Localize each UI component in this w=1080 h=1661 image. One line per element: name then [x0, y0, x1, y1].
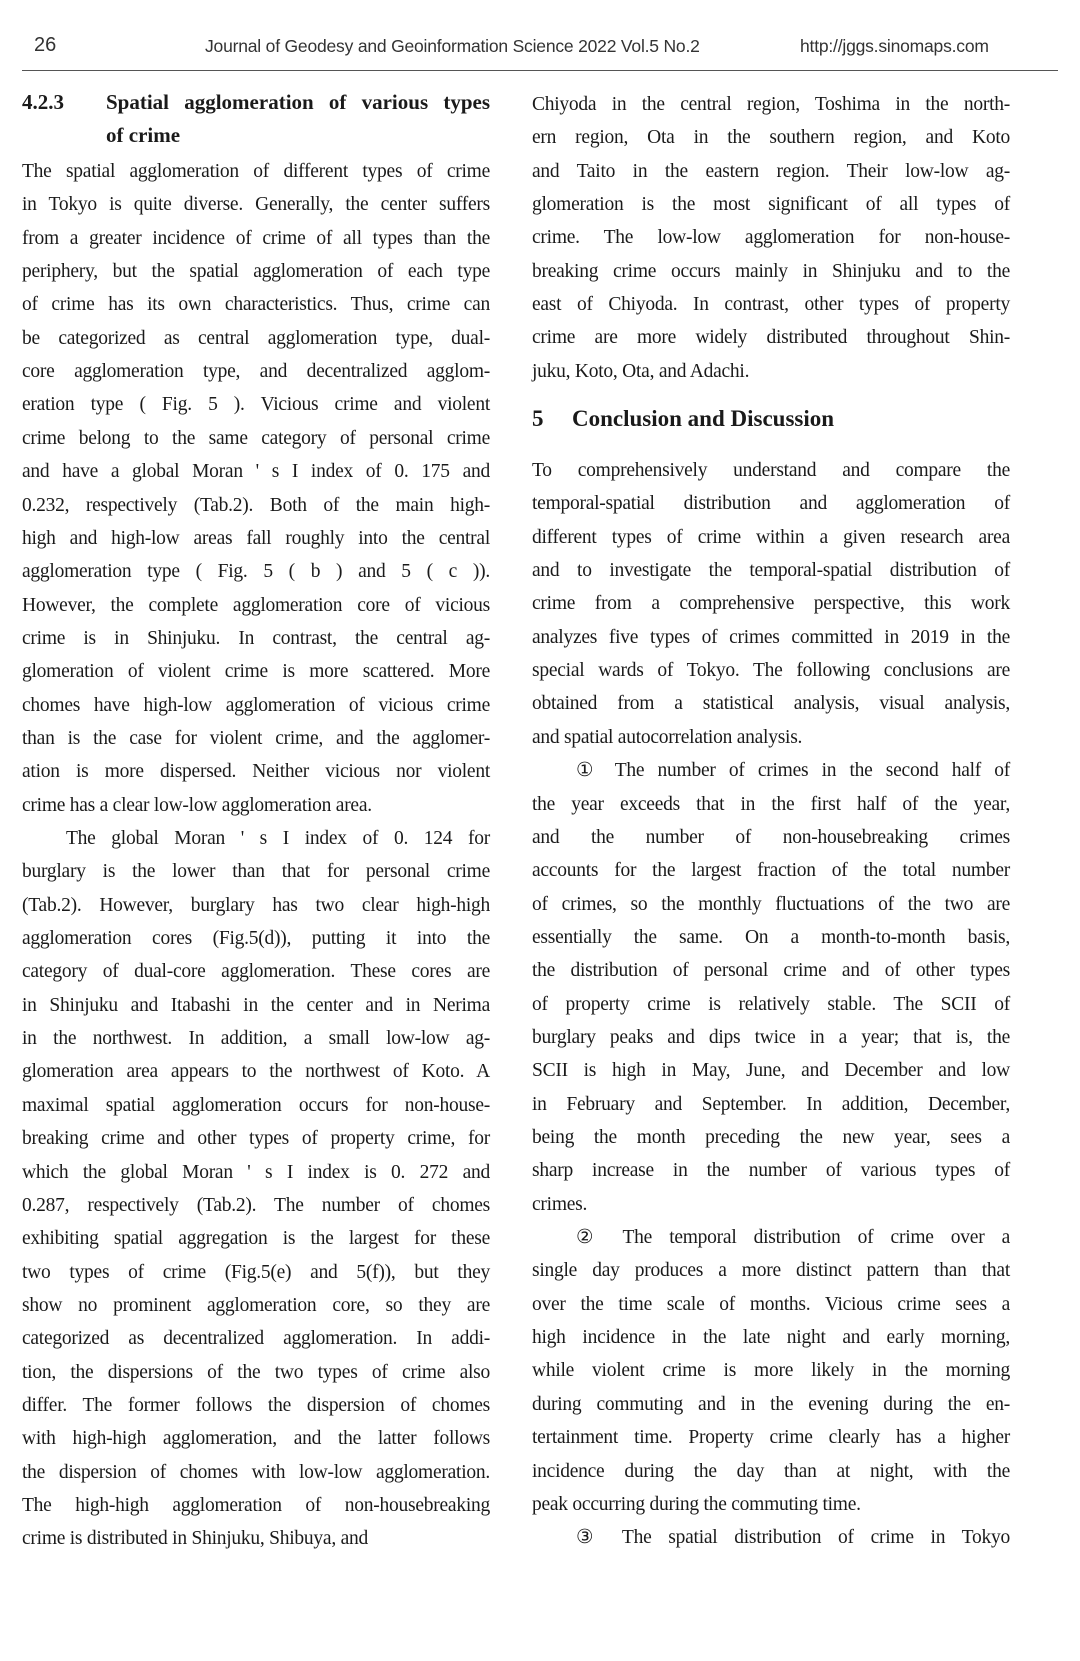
text-line: different types of crime within a given research area: [532, 526, 1010, 548]
text-line: categorized as decentralized agglomeration. In addi-: [22, 1328, 490, 1350]
text-line: in February and September. In addition, December,: [532, 1093, 1010, 1115]
text-line: core agglomeration type, and decentralized agglom-: [22, 361, 490, 383]
text-line: during commuting and in the evening during the en-: [532, 1393, 1010, 1415]
text-line: ② The temporal distribution of crime over a: [576, 1227, 1010, 1249]
journal-title: Journal of Geodesy and Geoinformation Science 2022 Vol.5 No.2: [205, 36, 700, 56]
text-line: from a greater incidence of crime of all types than the: [22, 227, 490, 249]
text-line: crime is distributed in Shinjuku, Shibuya, and: [22, 1528, 368, 1550]
text-line: crime from a comprehensive perspective, this work: [532, 593, 1010, 615]
text-line: temporal-spatial distribution and agglomeration of: [532, 493, 1010, 515]
text-line: special wards of Tokyo. The following conclusions are: [532, 660, 1010, 682]
text-line: and to investigate the temporal-spatial distribution of: [532, 560, 1010, 582]
text-line: The high-high agglomeration of non-housebreaking: [22, 1495, 490, 1516]
text-line: crime belong to the same category of personal crime: [22, 427, 490, 449]
text-line: burglary peaks and dips twice in a year; that is, the: [532, 1026, 1010, 1048]
text-line: agglomeration type ( Fig. 5 ( b ) and 5 ( c )).: [22, 561, 490, 583]
page-number: 26: [34, 34, 57, 56]
text-line: burglary is the lower than that for personal crime: [22, 861, 490, 883]
section-5-title: Conclusion and Discussion: [572, 406, 835, 431]
text-line: high incidence in the late night and early morning,: [532, 1327, 1010, 1349]
text-line: over the time scale of months. Vicious crime sees a: [532, 1293, 1010, 1315]
text-line: ern region, Ota in the southern region, and Koto: [532, 127, 1010, 149]
text-line: (Tab.2). However, burglary has two clear high-high: [22, 894, 490, 916]
text-line: The global Moran ' s I index of 0. 124 for: [66, 828, 490, 849]
text-line: To comprehensively understand and compare the: [532, 460, 1010, 481]
text-line: chomes have high-low agglomeration of vicious crime: [22, 694, 490, 716]
text-line: Chiyoda in the central region, Toshima in the north-: [532, 94, 1010, 115]
header-rule: [22, 70, 1058, 71]
text-line: be categorized as central agglomeration type, dual-: [22, 327, 490, 349]
text-line: east of Chiyoda. In contrast, other types of property: [532, 294, 1010, 316]
text-line: The spatial agglomeration of different types of crime: [22, 161, 490, 182]
text-line: exhibiting spatial aggregation is the largest for these: [22, 1228, 490, 1250]
section-title-line1: Spatial agglomeration of various types: [106, 90, 490, 114]
text-line: of property crime is relatively stable. The SCII of: [532, 993, 1010, 1015]
text-line: and have a global Moran ' s I index of 0. 175 and: [22, 461, 490, 483]
text-line: show no prominent agglomeration core, so they are: [22, 1294, 490, 1316]
text-line: breaking crime and other types of property crime, for: [22, 1128, 490, 1150]
text-line: of crime has its own characteristics. Thus, crime can: [22, 294, 490, 316]
text-line: in Shinjuku and Itabashi in the center and in Nerima: [22, 994, 490, 1016]
text-line: ① The number of crimes in the second half of: [576, 760, 1010, 782]
text-line: agglomeration cores (Fig.5(d)), putting it into the: [22, 928, 490, 950]
text-line: and spatial autocorrelation analysis.: [532, 726, 803, 748]
text-line: 0.287, respectively (Tab.2). The number of chomes: [22, 1194, 490, 1216]
text-line: glomeration area appears to the northwest of Koto. A: [22, 1061, 490, 1083]
text-line: 0.232, respectively (Tab.2). Both of the main high-: [22, 494, 490, 516]
text-line: in the northwest. In addition, a small low-low ag-: [22, 1028, 490, 1050]
text-line: eration type ( Fig. 5 ). Vicious crime and violent: [22, 394, 490, 416]
text-line: juku, Koto, Ota, and Adachi.: [532, 360, 750, 382]
text-line: the dispersion of chomes with low-low agglomeration.: [22, 1461, 490, 1483]
text-line: category of dual-core agglomeration. These cores are: [22, 961, 490, 983]
running-header: [0, 0, 1080, 72]
text-line: accounts for the largest fraction of the total number: [532, 860, 1010, 882]
text-line: high and high-low areas fall roughly into the central: [22, 527, 490, 549]
text-line: and the number of non-housebreaking crimes: [532, 826, 1010, 848]
text-line: and Taito in the eastern region. Their low-low ag-: [532, 160, 1010, 182]
text-line: sharp increase in the number of various types of: [532, 1160, 1010, 1182]
text-line: of crimes, so the monthly fluctuations of the two are: [532, 893, 1010, 915]
text-line: incidence during the day than at night, with the: [532, 1460, 1010, 1482]
text-line: obtained from a statistical analysis, visual analysis,: [532, 693, 1010, 715]
text-line: crime is in Shinjuku. In contrast, the central ag-: [22, 627, 490, 649]
text-line: ation is more dispersed. Neither vicious nor violent: [22, 761, 490, 783]
section-title-line2: of crime: [106, 123, 181, 147]
text-line: crimes.: [532, 1193, 588, 1215]
text-line: than is the case for violent crime, and the agglomer-: [22, 727, 490, 749]
text-line: glomeration is the most significant of all types of: [532, 194, 1010, 216]
journal-url: http://jggs.sinomaps.com: [800, 36, 989, 56]
text-line: single day produces a more distinct pattern than that: [532, 1260, 1010, 1282]
text-line: which the global Moran ' s I index is 0. 272 and: [22, 1161, 490, 1183]
text-line: crime has a clear low-low agglomeration area.: [22, 794, 372, 816]
section-5-number: 5: [532, 406, 544, 431]
text-line: while violent crime is more likely in the morning: [532, 1360, 1010, 1382]
text-line: crime are more widely distributed throughout Shin-: [532, 327, 1010, 349]
text-line: differ. The former follows the dispersion of chomes: [22, 1394, 490, 1416]
text-line: However, the complete agglomeration core of vicious: [22, 594, 490, 616]
text-line: SCII is high in May, June, and December and low: [532, 1060, 1010, 1082]
text-line: analyzes five types of crimes committed in 2019 in the: [532, 626, 1010, 648]
text-line: the year exceeds that in the first half of the year,: [532, 793, 1010, 815]
text-line: maximal spatial agglomeration occurs for non-house-: [22, 1094, 490, 1116]
text-line: two types of crime (Fig.5(e) and 5(f)), but they: [22, 1261, 490, 1283]
text-line: being the month preceding the new year, sees a: [532, 1127, 1010, 1148]
text-line: periphery, but the spatial agglomeration of each type: [22, 261, 490, 283]
text-line: tertainment time. Property crime clearly has a higher: [532, 1427, 1010, 1449]
text-line: in Tokyo is quite diverse. Generally, the center suffers: [22, 194, 490, 216]
text-line: tion, the dispersions of the two types of crime also: [22, 1361, 490, 1383]
text-line: crime. The low-low agglomeration for non-house-: [532, 227, 1010, 249]
text-line: essentially the same. On a month-to-month basis,: [532, 926, 1010, 948]
text-line: ③ The spatial distribution of crime in Tokyo: [576, 1527, 1010, 1549]
text-line: peak occurring during the commuting time.: [532, 1493, 861, 1515]
text-line: glomeration of violent crime is more scattered. More: [22, 661, 490, 683]
text-line: the distribution of personal crime and of other types: [532, 960, 1010, 982]
text-line: with high-high agglomeration, and the latter follows: [22, 1428, 490, 1450]
section-number: 4.2.3: [22, 90, 64, 114]
text-line: breaking crime occurs mainly in Shinjuku and to the: [532, 260, 1010, 282]
